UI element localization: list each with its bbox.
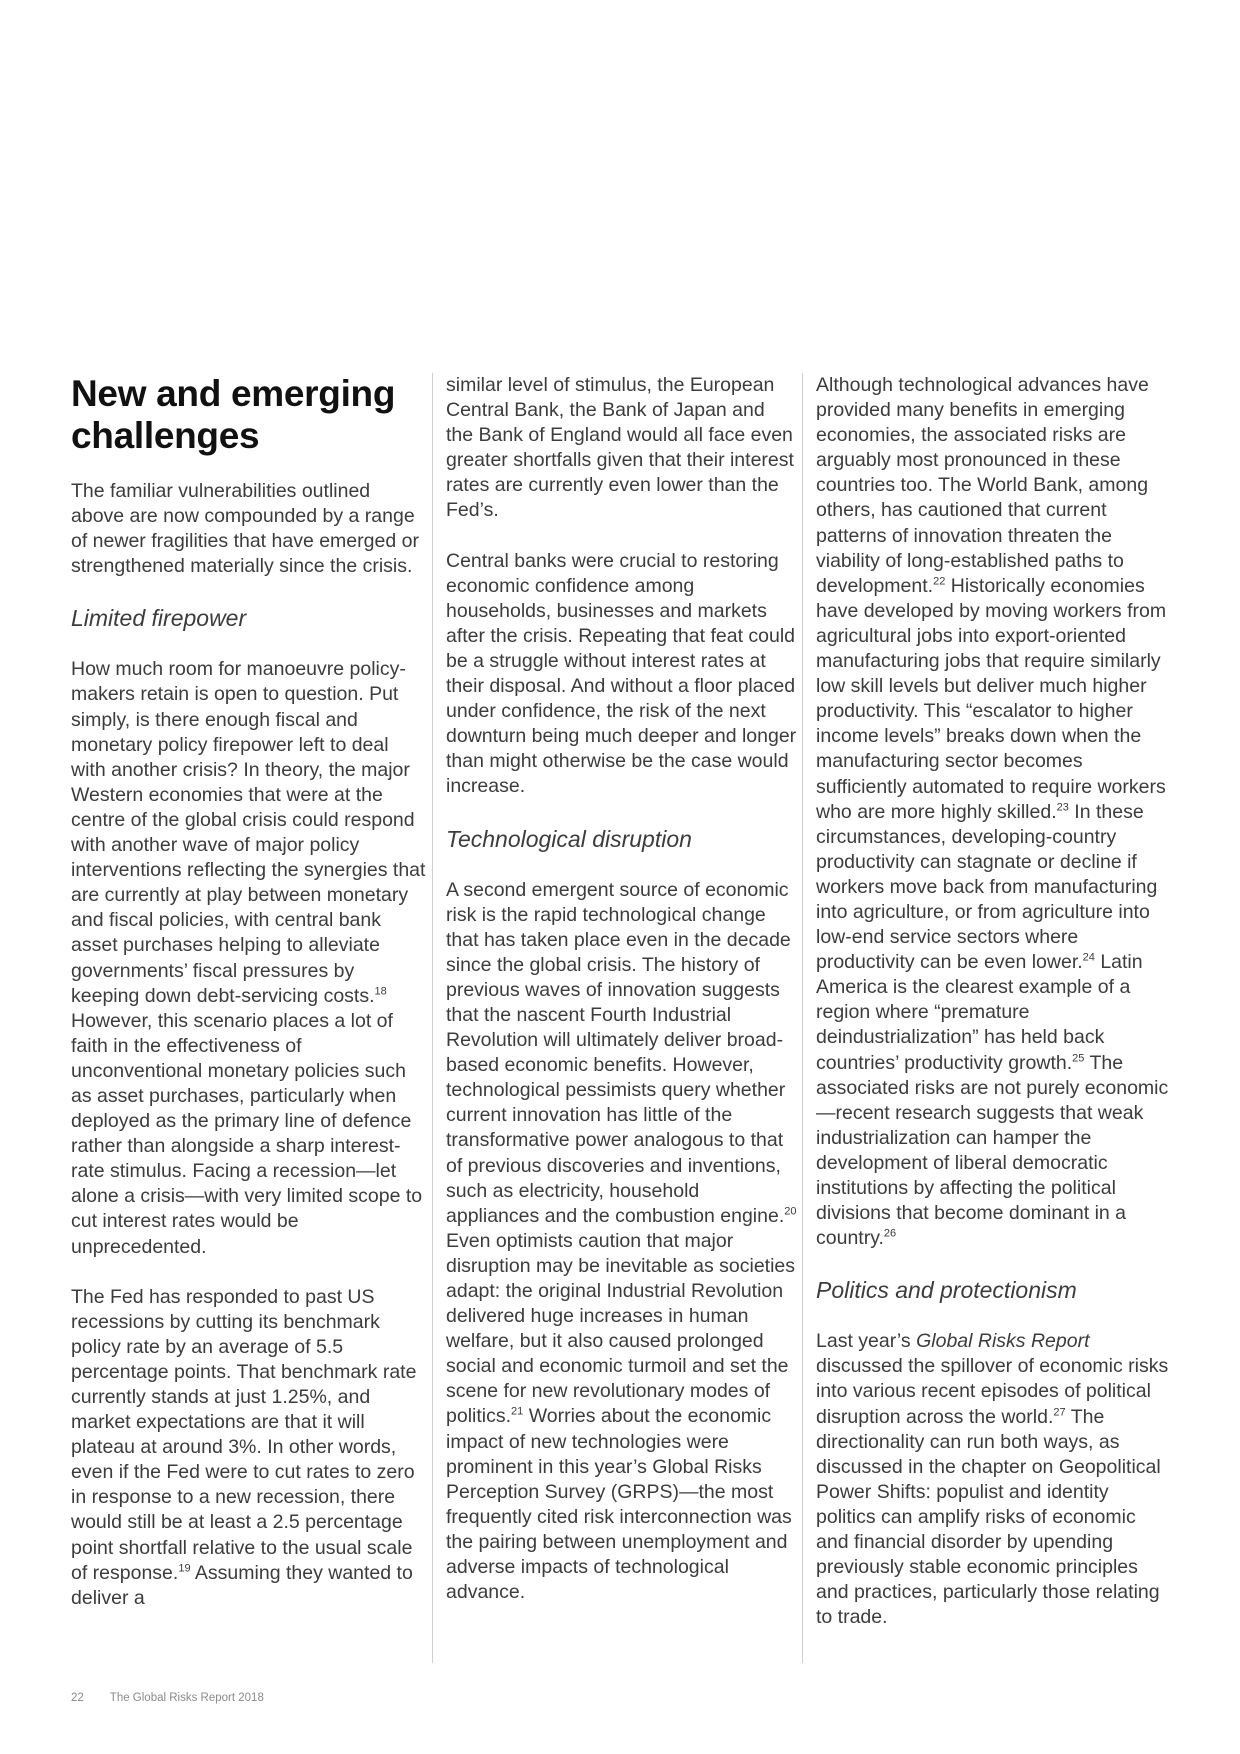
column-1	[71, 373, 427, 1663]
firepower-paragraph-2: The Fed has responded to past US recessions by cutting its benchmark policy rate by an average of 5.5 percentage points. That benchmark rate currently stands at just 1.25%, and market expectations are that it will plateau at around 3%. In other words, even if the Fed were to cut rates to zero in response to a new recession, there would still be at least a 2.5 percentage point shortfall relative to the usual scale of response.$^{19}$ Assuming they wanted to deliver a	[71, 1285, 417, 1609]
footer-report-title: The Global Risks Report 2018	[109, 1692, 264, 1704]
report-title-italic: Global Risks Report	[916, 1330, 1090, 1353]
footnote-19: 19	[178, 1562, 191, 1575]
subheading-limited-firepower: Limited firepower	[71, 605, 247, 632]
column-3	[802, 373, 1172, 1663]
footnote-27: 27	[1053, 1406, 1066, 1419]
subheading-technological-disruption: Technological disruption	[446, 825, 692, 852]
footnote-18: 18	[374, 985, 387, 998]
footnote-22: 22	[933, 575, 946, 588]
page-footer	[71, 1692, 290, 1704]
central-banks-paragraph: Central banks were crucial to restoring economic confidence among households, businesses and markets after the crisis. Repeating that feat could be a struggle without interest rates at their disposal. And without a floor placed under confidence, the risk of the next downturn being much deeper and longer than might otherwise be the case would increase.	[446, 549, 797, 798]
section-title: New and emerging challenges	[71, 373, 396, 456]
intro-paragraph: The familiar vulnerabilities outlined above are now compounded by a range of newer fragilities that have emerged or strengthened materially since the crisis.	[71, 480, 419, 578]
firepower-paragraph-1: How much room for manoeuvre policy-makers retain is open to question. Put simply, is there enough fiscal and monetary policy firepower left to deal with another crisis? In theory, the major Western economies that were at the centre of the global crisis could respond with another wave of major policy interventions reflecting the synergies that are currently at play between monetary and fiscal policies, with central bank asset purchases helping to alleviate governments’ fiscal pressures by keeping down debt-servicing costs.$^{18}$ However, this scenario places a lot of faith in the effectiveness of unconventional monetary policies such as asset purchases, particularly when deployed as the primary line of defence rather than alongside a sharp interest-rate stimulus. Facing a recession—let alone a crisis—with very limited scope to cut interest rates would be unprecedented.	[71, 658, 426, 1258]
stimulus-paragraph: similar level of stimulus, the European Central Bank, the Bank of Japan and the Bank of England would all face even greater shortfalls given that their interest rates are currently even lower than the Fed’s.	[446, 374, 794, 522]
politics-paragraph: Last year’s Global Risks Report discussed the spillover of economic risks into various recent episodes of political disruption across the world.$^{27}$ The directionality can run both ways, as discussed in the chapter on Geopolitical Power Shifts: populist and identity politics can amplify risks of economic and financial disorder by upending previously stable economic principles and practices, particularly those relating to trade.	[816, 1330, 1169, 1629]
footnote-21: 21	[511, 1405, 524, 1418]
subheading-politics-protectionism: Politics and protectionism	[816, 1277, 1077, 1304]
footnote-20: 20	[784, 1205, 797, 1218]
footnote-24: 24	[1082, 951, 1095, 964]
technology-paragraph: A second emergent source of economic risk is the rapid technological change that has taken place even in the decade since the global crisis. The history of previous waves of innovation suggests that the nascent Fourth Industrial Revolution will ultimately deliver broad-based economic benefits. However, technological pessimists query whether current innovation has little of the transformative power analogous to that of previous discoveries and inventions, such as electricity, household appliances and the combustion engine.$^{20}$ Even optimists caution that major disruption may be inevitable as societies adapt: the original Industrial Revolution delivered huge increases in human welfare, but it also caused prolonged social and economic turmoil and set the scene for new revolutionary modes of politics.$^{21}$ Worries about the economic impact of new technologies were prominent in this year’s Global Risks Perception Survey (GRPS)—the most frequently cited risk interconnection was the pairing between unemployment and adverse impacts of technological advance.	[446, 878, 797, 1604]
page-number: 22	[71, 1692, 84, 1704]
column-2	[432, 373, 797, 1663]
footnote-26: 26	[883, 1227, 897, 1240]
emerging-economies-paragraph: Although technological advances have provided many benefits in emerging economies, the associated risks are arguably most pronounced in these countries too. The World Bank, among others, has cautioned that current patterns of innovation threaten the viability of long-established paths to development.$^{22}$ Historically economies have developed by moving workers from agricultural jobs into export-oriented manufacturing jobs that require similarly low skill levels but deliver much higher productivity. This “escalator to higher income levels” breaks down when the manufacturing sector becomes sufficiently automated to require workers who are more highly skilled.$^{23}$ In these circumstances, developing-country productivity can stagnate or decline if workers move back from manufacturing into agriculture, or from agriculture into low-end service sectors where productivity can be even lower.$^{24}$ Latin America is the clearest example of a region where “premature deindustrialization” has held back countries’ productivity growth.$^{25}$ The associated risks are not purely economic—recent research suggests that weak industrialization can hamper the development of liberal democratic institutions by affecting the political divisions that become dominant in a country.$^{26}$	[816, 374, 1169, 1250]
footnote-23: 23	[1056, 801, 1069, 814]
footnote-25: 25	[1072, 1052, 1085, 1065]
